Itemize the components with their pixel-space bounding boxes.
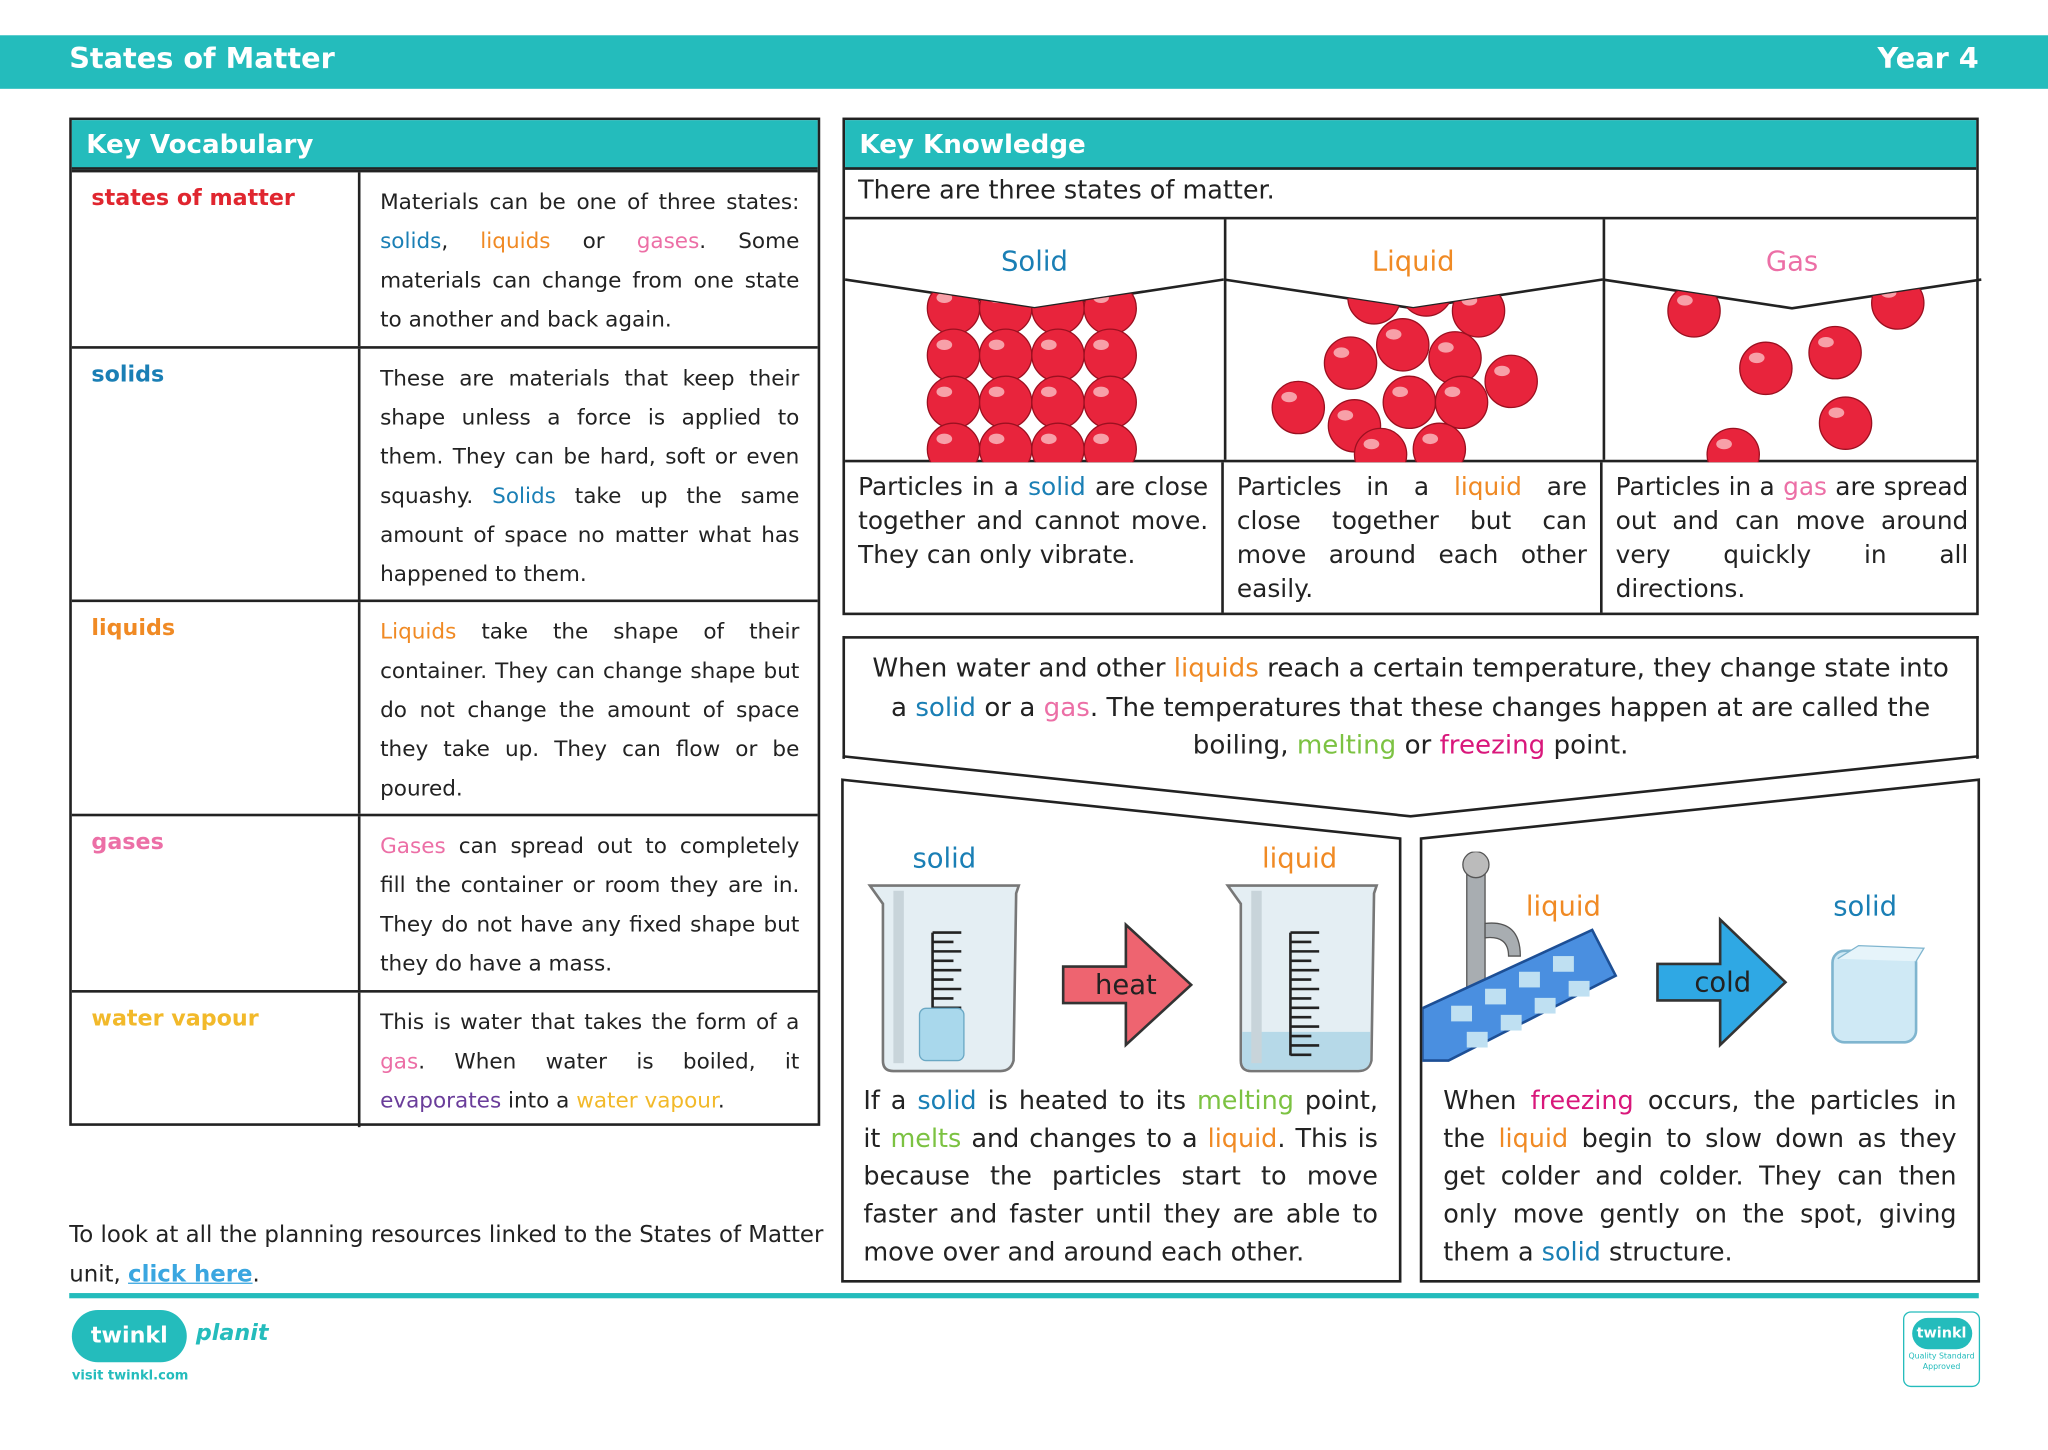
text-segment: and changes to a [961, 1123, 1208, 1154]
beaker-icon [870, 886, 1019, 1071]
text-segment: . This is because the particles start to move faster and faster until they are able to move over and around each other. [863, 1123, 1378, 1267]
planit-text: planit [195, 1320, 269, 1347]
highlighted-term: melting [1296, 728, 1397, 761]
highlighted-term: freezing [1439, 728, 1546, 761]
vocab-term: solids [91, 361, 165, 388]
vocab-term: liquids [91, 615, 176, 642]
text-segment: . Some materials can change from one state to another and back again. [380, 228, 800, 332]
visit-twinkl-text: visit twinkl.com [71, 1368, 189, 1384]
year-label: Year 4 [1877, 43, 1979, 76]
highlighted-term: freezing [1530, 1085, 1634, 1116]
freezing-illustration [1422, 852, 1971, 1074]
text-segment: This is water that takes the form of a [380, 1009, 800, 1035]
planning-note-text: To look at all the planning resources linked to the States of Matter unit, [69, 1222, 824, 1288]
state-label: Gas [1765, 245, 1819, 277]
highlighted-term: Liquids [380, 619, 457, 644]
highlighted-term: Solids [492, 483, 556, 509]
state-label: Solid [1001, 245, 1068, 277]
freezing-text [1443, 1081, 1956, 1270]
click-here-link[interactable]: click here [128, 1261, 253, 1288]
melt-from-label: solid [912, 842, 977, 874]
text-segment: Particles in a [858, 472, 1029, 502]
freeze-to-label: solid [1833, 890, 1898, 923]
cold-label: cold [1694, 967, 1752, 999]
beaker-water-icon [1228, 886, 1377, 1071]
text-segment: When water and other [872, 651, 1174, 684]
intro-text: There are three states of matter. [858, 175, 1275, 206]
page-title: States of Matter [69, 43, 335, 76]
text-segment: . The temperatures that these changes happen at are called the boiling, [1089, 690, 1931, 761]
highlighted-term: liquids [1173, 651, 1259, 684]
heat-arrow-icon [1063, 925, 1191, 1045]
text-segment: When [1443, 1085, 1531, 1116]
quality-badge [1903, 1311, 1980, 1387]
text-segment: Particles in a [1236, 472, 1454, 502]
freeze-from-label: liquid [1525, 890, 1601, 923]
beaker-ice-illustration [865, 878, 1387, 1074]
state-label: Liquid [1371, 245, 1455, 277]
text-segment: or [1396, 728, 1440, 761]
twinkl-planit-logo[interactable] [71, 1310, 269, 1384]
ice-cube-icon [920, 1008, 964, 1060]
text-segment: take up the same amount of space no matter what has happened to them. [380, 483, 800, 587]
vocab-term: water vapour [91, 1005, 259, 1032]
text-segment: begin to slow down as they get colder and colder. They can then only move gently on the spot, giving them a [1443, 1123, 1957, 1267]
highlighted-term: solid [1541, 1236, 1601, 1267]
key-vocabulary-heading: Key Vocabulary [72, 120, 818, 170]
text-segment: can spread out to completely fill the container or room they are in. They do not have any fixed shape but they do have a mass. [380, 833, 800, 976]
text-segment: are spread out and can move around very quickly in all directions. [1615, 472, 1969, 604]
heat-label: heat [1094, 969, 1157, 1001]
text-segment: are close together but can move around each other easily. [1236, 472, 1587, 604]
text-segment: into a [501, 1087, 577, 1113]
planning-note [69, 1216, 827, 1294]
key-knowledge-heading: Key Knowledge [845, 120, 1976, 170]
text-segment: Materials can be one of three states: [380, 189, 800, 215]
melt-to-label: liquid [1262, 842, 1338, 874]
text-segment: is heated to its [976, 1085, 1197, 1116]
text-segment: are close together and cannot move. They can only vibrate. [858, 472, 1209, 570]
vocab-term: gases [91, 829, 164, 856]
highlighted-term: gas [1783, 472, 1827, 502]
highlighted-term: liquid [1498, 1123, 1569, 1154]
ice-cube-icon [1832, 946, 1923, 1043]
highlighted-term: Gases [380, 833, 446, 859]
highlighted-term: melting [1196, 1085, 1294, 1116]
cold-arrow-icon [1657, 920, 1785, 1045]
text-segment: If a [863, 1085, 918, 1116]
highlighted-term: melts [890, 1123, 962, 1154]
highlighted-term: solids [380, 228, 442, 254]
text-segment: occurs, the particles in the [1443, 1085, 1957, 1154]
text-segment: take the shape of their container. They can change shape but do not change the amount of space they take up. They can flow or be poured. [380, 619, 800, 801]
badge-logo-text: twinkl [1912, 1318, 1972, 1349]
highlighted-term: solid [1028, 472, 1086, 502]
twinkl-logo-text: twinkl [72, 1310, 187, 1362]
footer-divider [69, 1293, 1979, 1298]
highlighted-term: water vapour [576, 1087, 718, 1113]
badge-caption: Quality Standard Approved [1908, 1351, 1975, 1372]
highlighted-term: solid [915, 690, 977, 722]
text-segment: structure. [1600, 1236, 1733, 1267]
highlighted-term: liquid [1207, 1123, 1278, 1154]
highlighted-term: gases [636, 228, 700, 254]
text-segment: point. [1545, 728, 1629, 761]
highlighted-term: liquids [480, 228, 551, 254]
highlighted-term: evaporates [380, 1087, 502, 1113]
vocab-term: states of matter [91, 185, 295, 212]
text-segment: These are materials that keep their shape unless a force is applied to them. They can be hard, soft or even squashy. [380, 365, 800, 509]
text-segment: Particles in a [1615, 472, 1784, 502]
text-segment: . [717, 1087, 725, 1113]
highlighted-term: liquid [1453, 472, 1522, 502]
highlighted-term: gas [380, 1048, 419, 1074]
highlighted-term: solid [917, 1085, 977, 1116]
text-segment: or [550, 228, 637, 254]
text-segment: , [441, 228, 481, 254]
period: . [252, 1261, 260, 1288]
text-segment: reach a certain temperature, they change state into a [890, 651, 1949, 722]
highlighted-term: gas [1043, 690, 1090, 722]
text-segment: point, it [863, 1085, 1378, 1154]
text-segment: or a [976, 690, 1044, 722]
melting-text [863, 1081, 1378, 1270]
text-segment: . When water is boiled, it [418, 1048, 800, 1074]
